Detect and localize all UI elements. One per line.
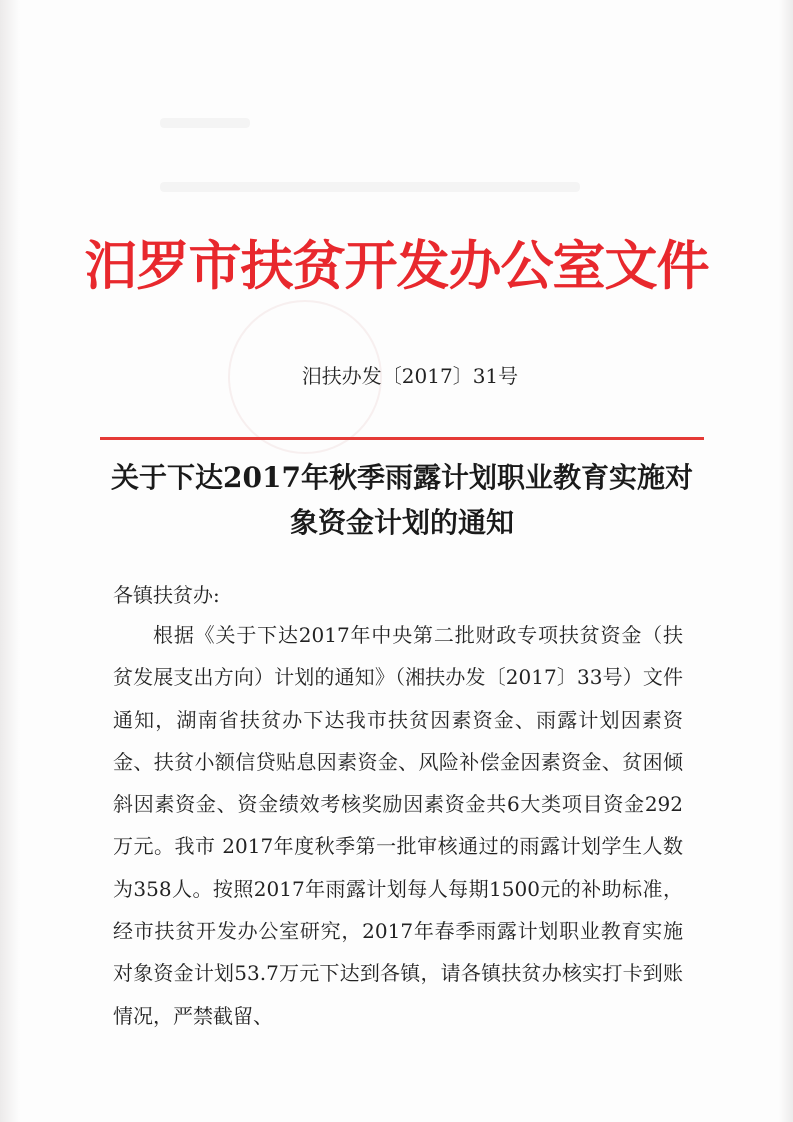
red-divider-line [100, 437, 704, 440]
header-title: 汨罗市扶贫开发办公室文件 [84, 235, 709, 297]
faint-scan-mark [160, 182, 580, 192]
body-text [113, 614, 683, 1028]
faint-scan-mark [160, 118, 250, 128]
body-paragraph: 根据《关于下达2017年中央第二批财政专项扶贫资金（扶贫发展支出方向）计划的通知》（湘扶办发〔2017〕33号）文件通知，湖南省扶贫办下达我市扶贫因素资金、雨露计划因素资金、扶贫小额信贷贴息因素资金、风险补偿金因素资金、贫困倾斜因素资金、资金绩效考核奖励因素资金共6大类项目资金292万元。我市 2017年度秋季第一批审核通过的雨露计划学生人数为358人。按照2017年雨露计划每人每期1500元的补助标准，经市扶贫开发办公室研究，2017年春季雨露计划职业教育实施对象资金计划53.7万元下达到各镇，请各镇扶贫办核实打卡到账情况，严禁截留、 [113, 623, 683, 1028]
document-number: 汨扶办发〔2017〕31号 [301, 364, 519, 388]
salutation: 各镇扶贫办: [113, 583, 220, 607]
notice-title: 关于下达2017年秋季雨露计划职业教育实施对象资金计划的通知 [111, 461, 693, 539]
scan-edge-left [0, 0, 20, 1122]
scan-edge-right [779, 0, 793, 1122]
